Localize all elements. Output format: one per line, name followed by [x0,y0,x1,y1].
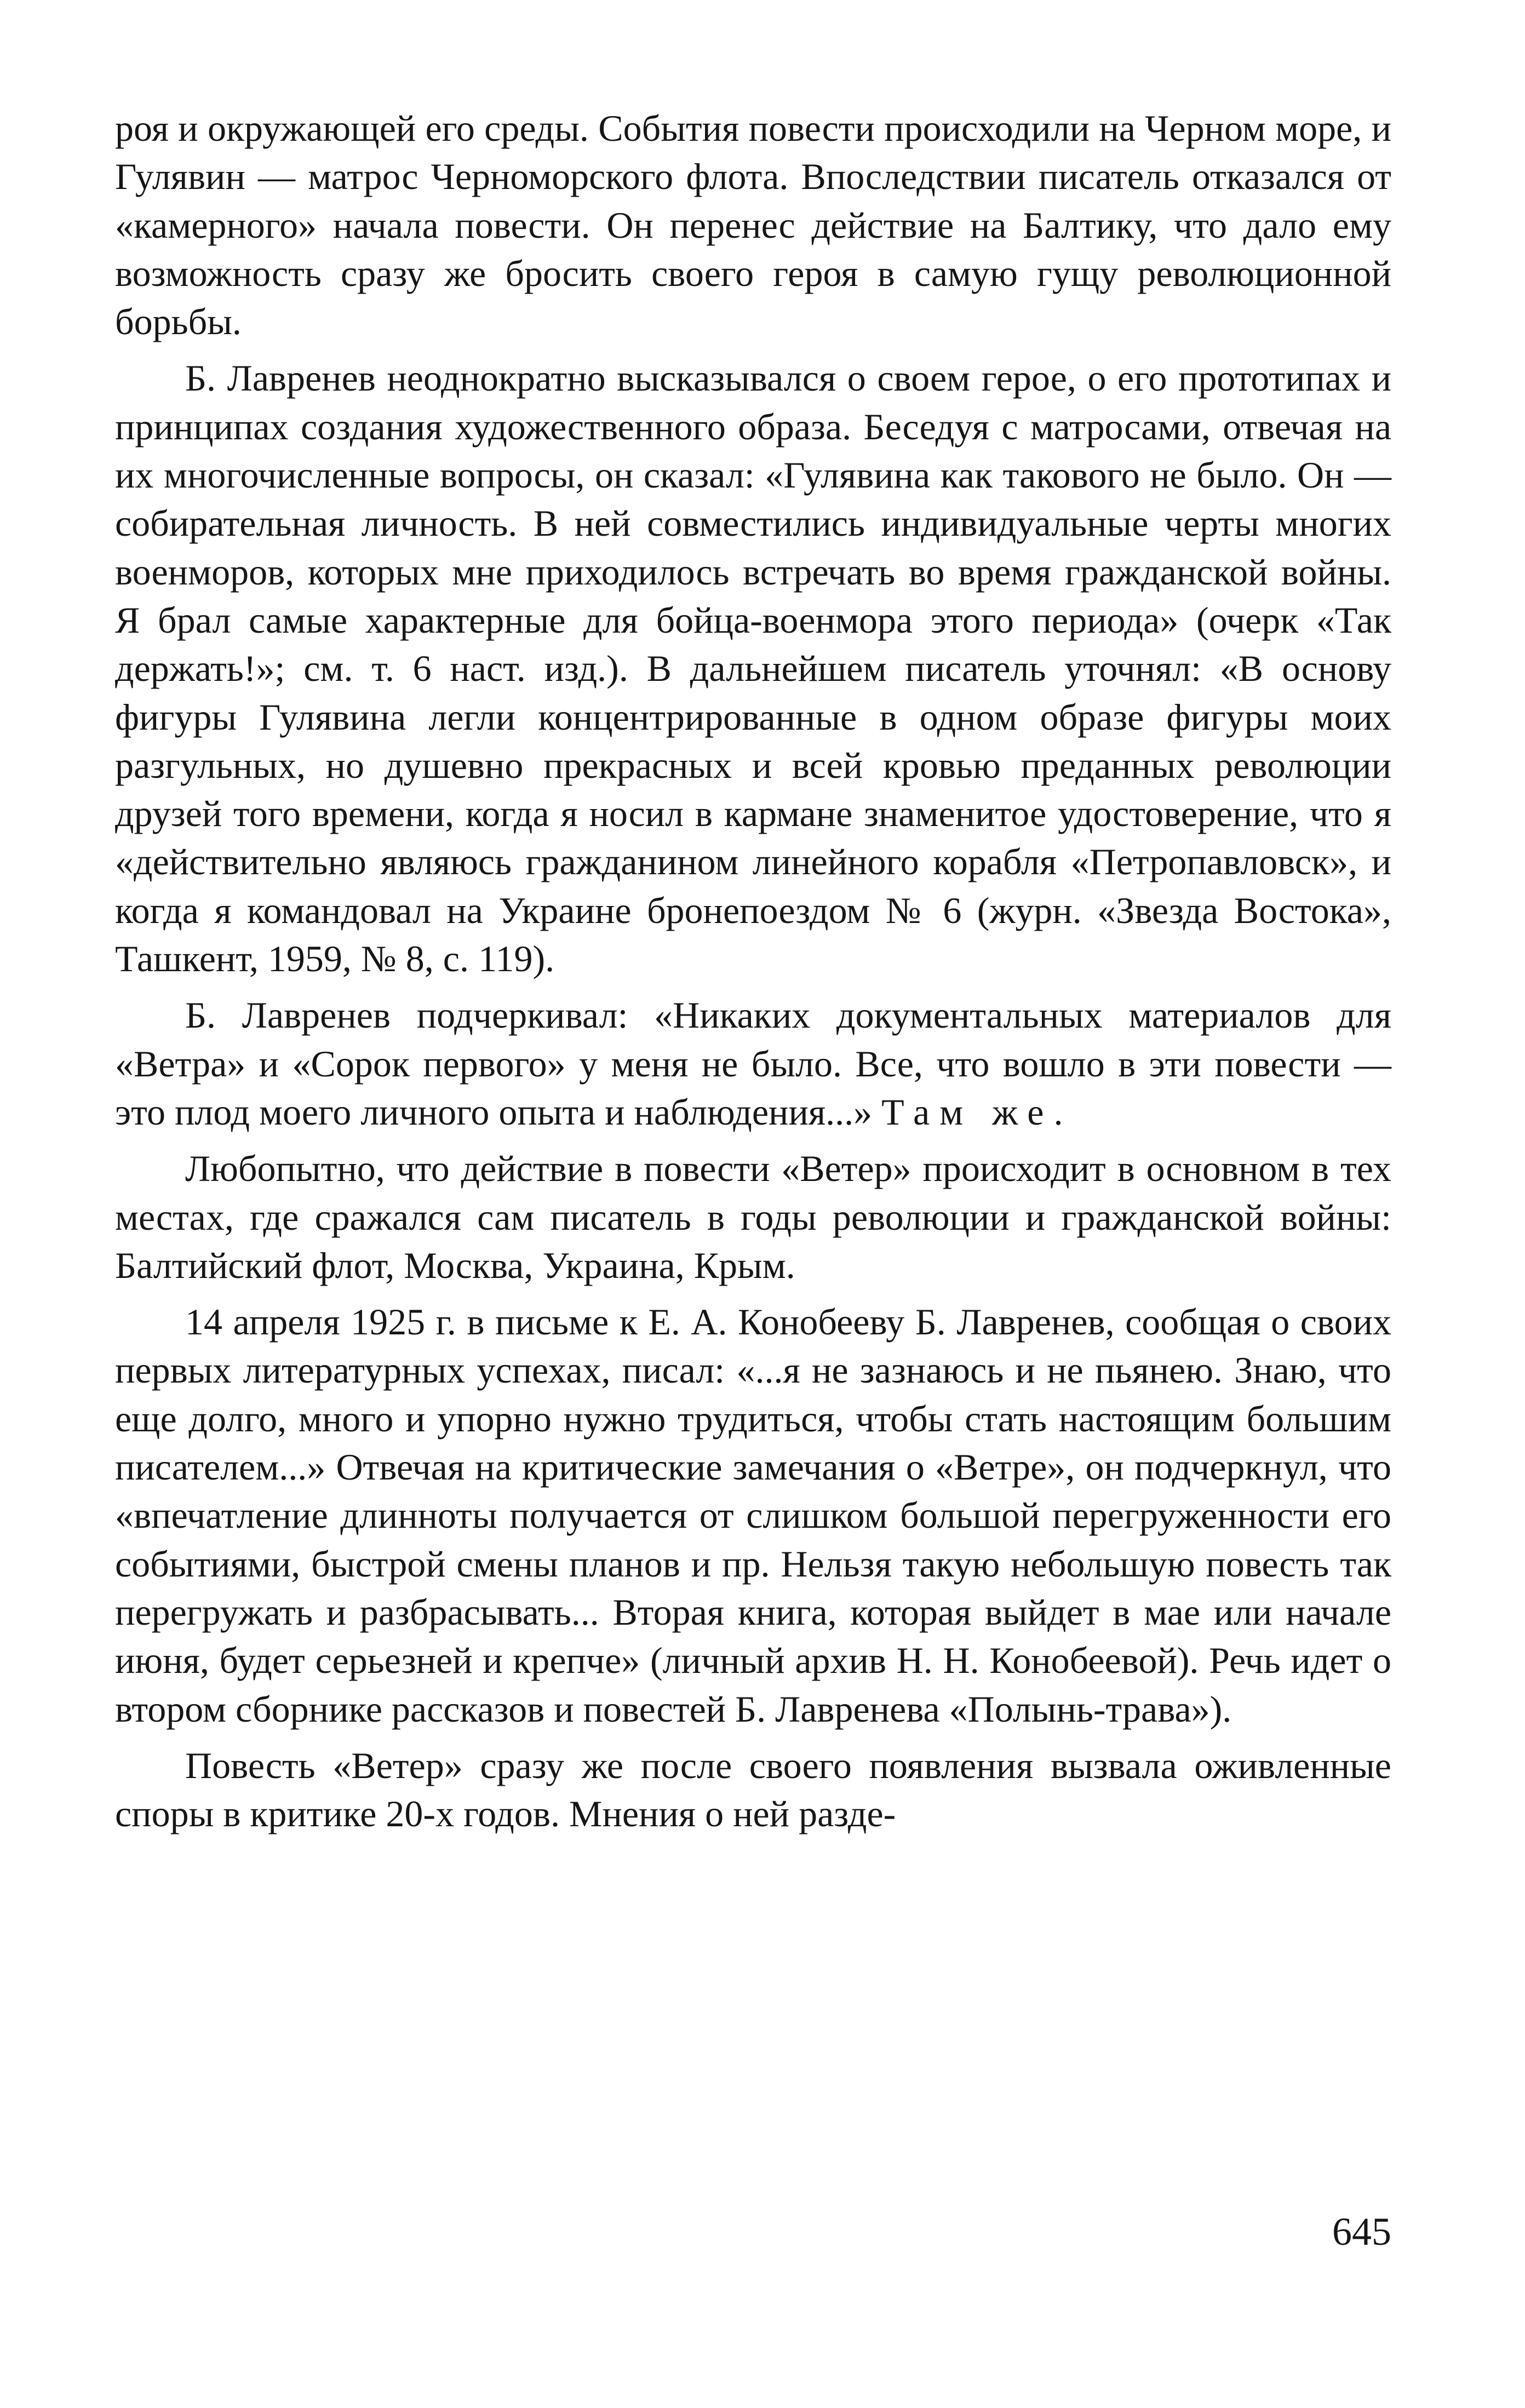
paragraph-documentary-materials [115,991,1391,1136]
citation-same-source: Там же. [881,1091,1073,1133]
book-page [115,104,1391,2295]
paragraph-continuation: роя и окружающей его среды. События повести происходили на Черном море, и Гулявин — матрос Черноморского флота. Впоследствии писатель отказался от «камерного» начала повести. Он перенес действие на Балтику, что дало ему возможность сразу же бросить своего героя в самую гущу революционной борьбы. [115,107,1391,343]
paragraph-critical-reception: Повесть «Ветер» сразу же после своего появления вызвала оживленные споры в критике 20-х годов. Мнения о ней разде- [115,1744,1391,1835]
paragraph-hero-prototypes: Б. Лавренев неоднократно высказывался о своем герое, о его прототипах и принципах создания художественного образа. Беседуя с матросами, отвечая на их многочисленные вопросы, он сказал: «Гулявина как такового не было. Он — собирательная личность. В ней совместились индивидуальные черты многих военморов, которых мне приходилось встречать во время гражданской войны. Я брал самые характерные для бойца-военмора этого периода» (очерк «Так держать!»; см. т. 6 наст. изд.). В дальнейшем писатель уточнял: «В основу фигуры Гулявина легли концентрированные в одном образе фигуры моих разгульных, но душевно прекрасных и всей кровью преданных революции друзей того времени, когда я носил в кармане знаменитое удостоверение, что я «действительно являюсь гражданином линейного корабля «Петропавловск», и когда я командовал на Украине бронепоездом № 6 (журн. «Звезда Востока», Ташкент, 1959, № 8, с. 119). [115,357,1391,980]
paragraph-locations: Любопытно, что действие в повести «Ветер» происходит в основном в тех местах, где сражался сам писатель в годы революции и гражданской войны: Балтийский флот, Москва, Украина, Крым. [115,1148,1391,1286]
page-number: 645 [1332,2210,1391,2254]
paragraph-documentary-text: Б. Лавренев подчеркивал: «Никаких документальных материалов для «Ветра» и «Сорок первого» у меня не было. Все, что вошло в эти повести — это плод моего личного опыта и наблюдения...» [115,994,1391,1133]
paragraph-letter: 14 апреля 1925 г. в письме к Е. А. Конобееву Б. Лавренев, сообщая о своих первых литературных успехах, писал: «...я не зазнаюсь и не пьянею. Знаю, что еще долго, много и упорно нужно трудиться, чтобы стать настоящим большим писателем...» Отвечая на критические замечания о «Ветре», он подчеркнул, что «впечатление длинноты получается от слишком большой перегруженности его событиями, быстрой смены планов и пр. Нельзя такую небольшую повесть так перегружать и разбрасывать... Вторая книга, которая выйдет в мае или начале июня, будет серьезней и крепче» (личный архив Н. Н. Конобеевой). Речь идет о втором сборнике рассказов и повестей Б. Лавренева «Полынь-трава»). [115,1301,1391,1730]
